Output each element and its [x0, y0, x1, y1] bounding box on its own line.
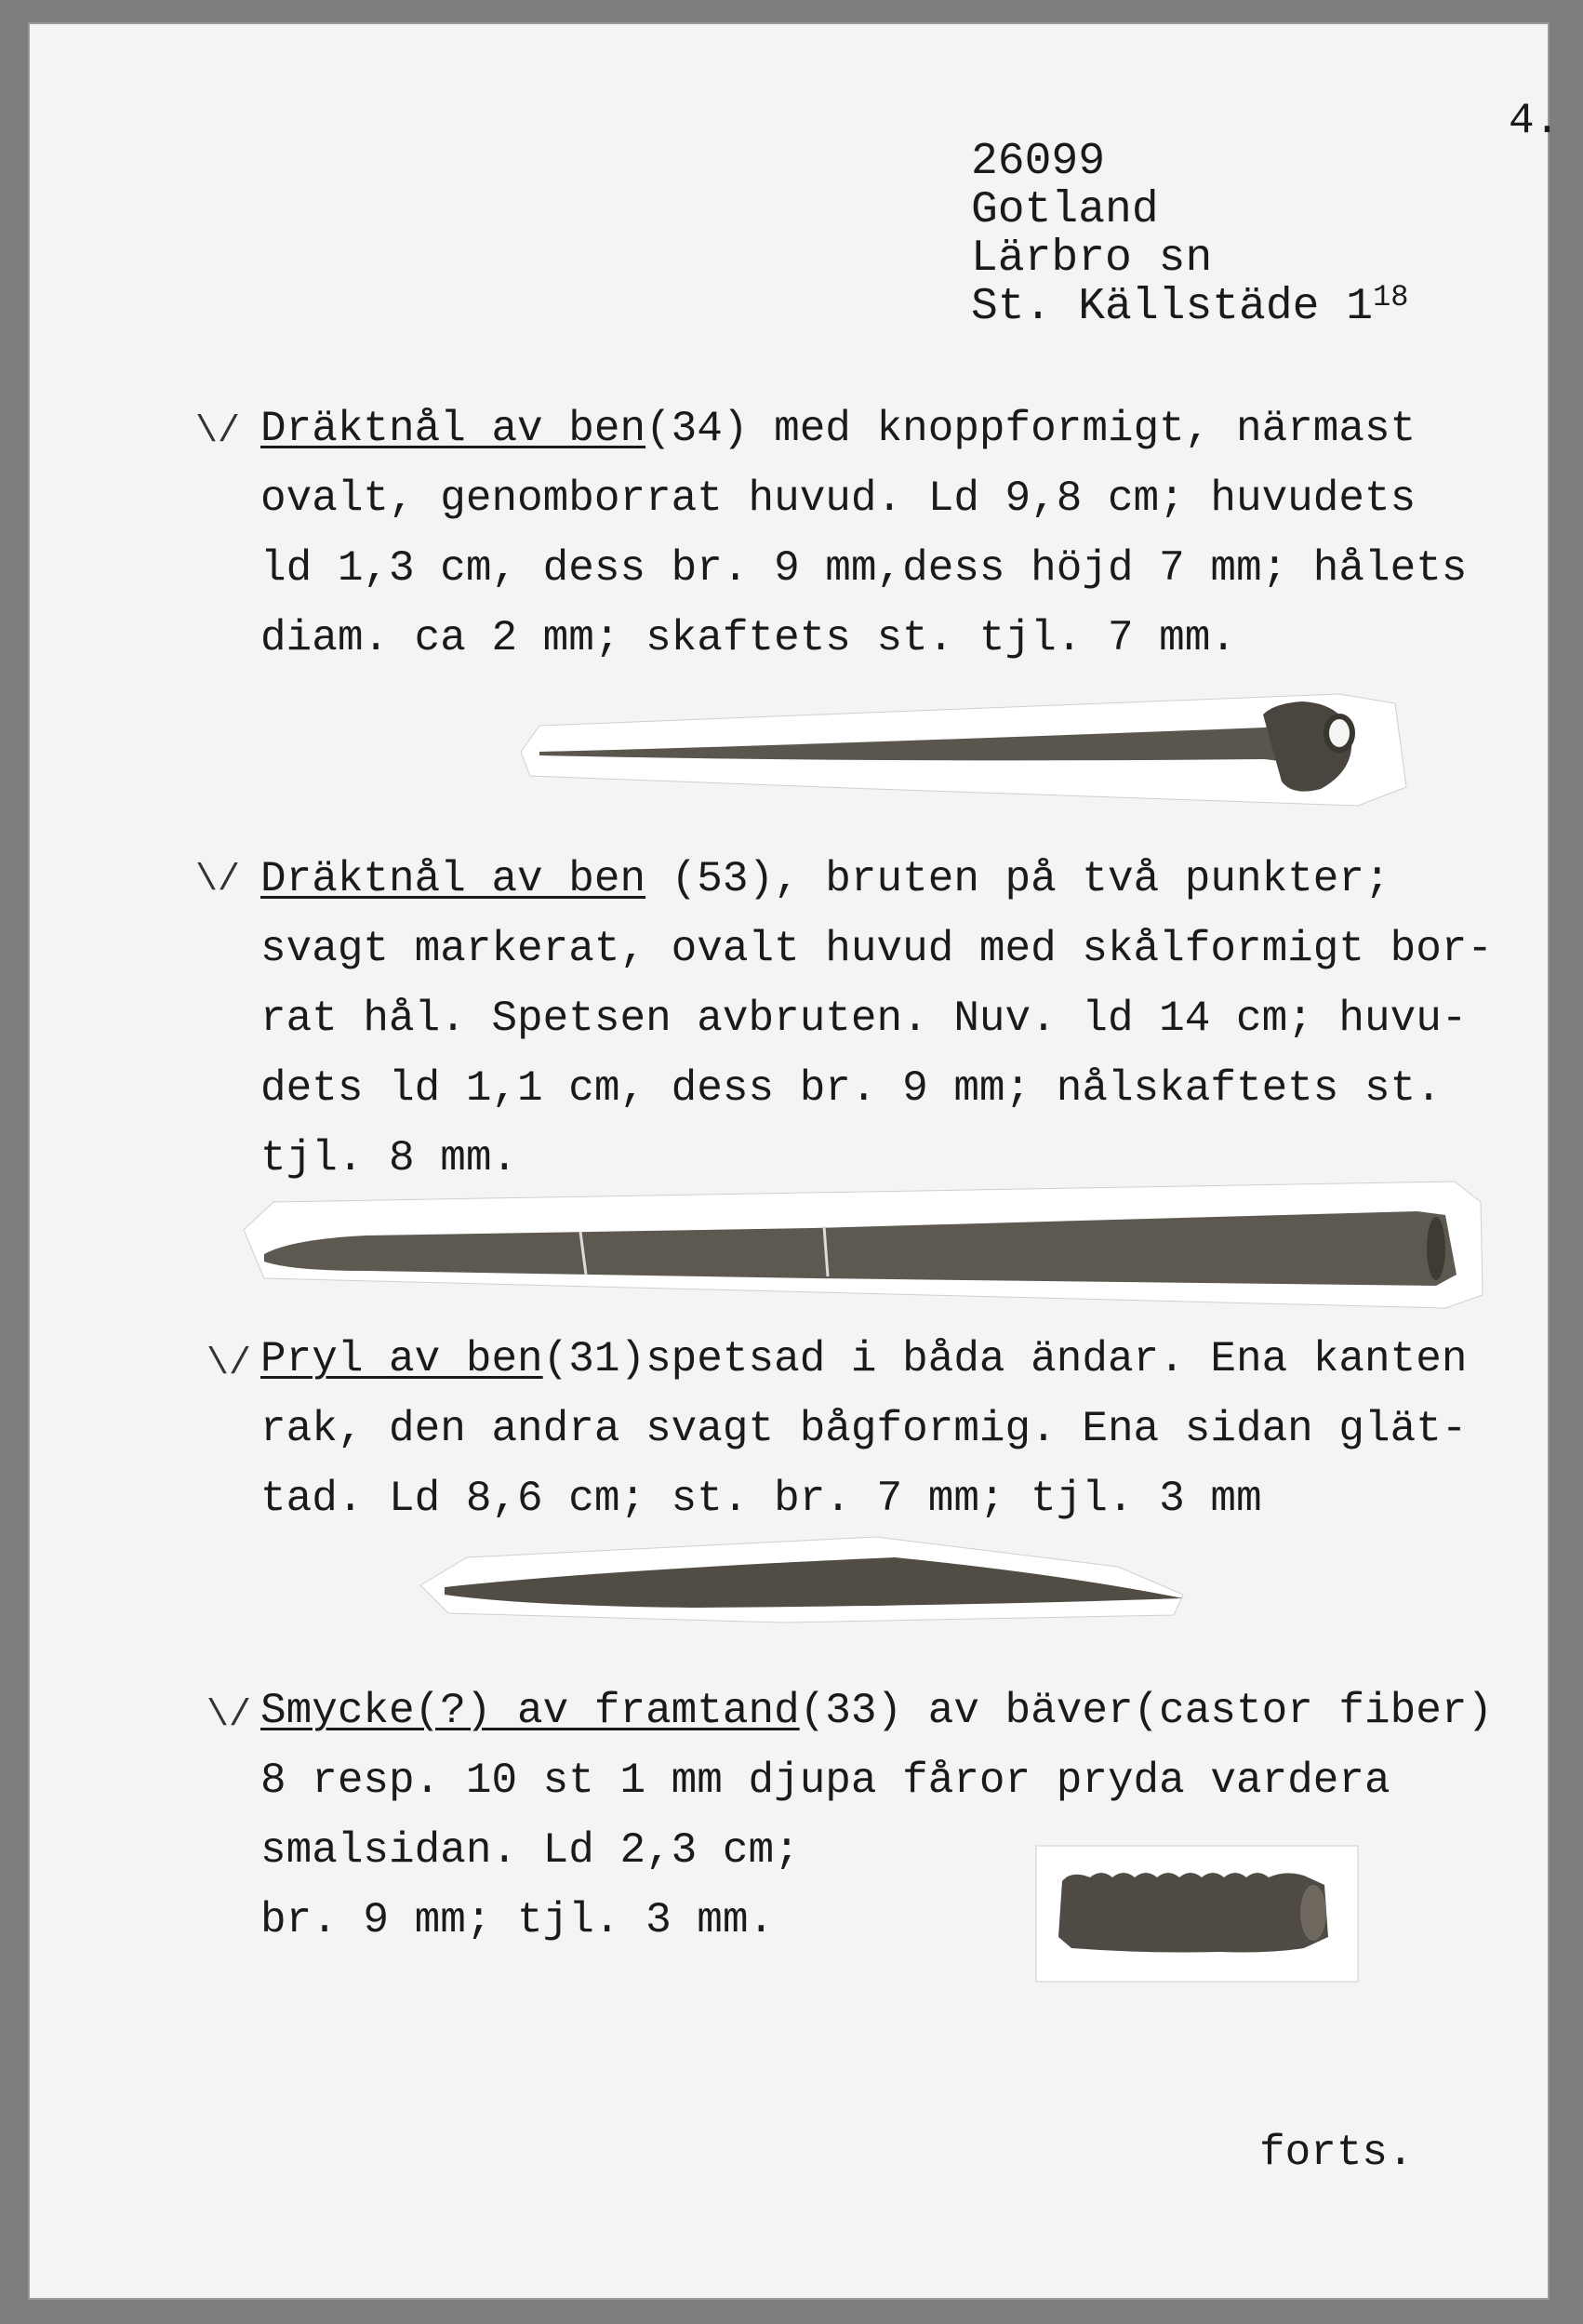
check-mark: \/	[195, 411, 241, 453]
entry-line: tjl. 8 mm.	[260, 1134, 518, 1182]
entry-line: Smycke(?) av framtand(33) av bäver(castor fiber)	[260, 1687, 1494, 1735]
beaver-tooth-photo	[1034, 1844, 1360, 1983]
entry-line: br. 9 mm; tjl. 3 mm.	[260, 1896, 775, 1944]
entry-description	[260, 394, 1581, 674]
page-number: 4.	[1509, 97, 1561, 145]
entry-line: ld 1,3 cm, dess br. 9 mm,dess höjd 7 mm; hålets	[260, 544, 1468, 593]
entry-line: Dräktnål av ben (53), bruten på två punkter;	[260, 855, 1390, 903]
entry-description	[260, 1676, 1581, 1956]
region: Gotland	[971, 185, 1159, 235]
entry-line: dets ld 1,1 cm, dess br. 9 mm; nålskaftets st.	[260, 1064, 1442, 1113]
entry-line: 8 resp. 10 st 1 mm djupa fåror pryda vardera	[260, 1756, 1390, 1805]
entry-description	[260, 1325, 1581, 1534]
entry-title: Pryl av ben	[260, 1335, 543, 1383]
entry-line: tad. Ld 8,6 cm; st. br. 7 mm; tjl. 3 mm	[260, 1475, 1262, 1523]
entry-line: ovalt, genomborrat huvud. Ld 9,8 cm; huvudets	[260, 474, 1417, 523]
check-mark: \/	[206, 1695, 252, 1737]
entry-description	[260, 845, 1581, 1194]
parish: Lärbro sn	[971, 234, 1213, 284]
broken-bone-pin-photo	[236, 1174, 1492, 1314]
entry-line: rat hål. Spetsen avbruten. Nuv. ld 14 cm; huvu-	[260, 995, 1468, 1043]
entry-line: Dräktnål av ben(34) med knoppformigt, närmast	[260, 405, 1417, 453]
entry-title: Dräktnål av ben	[260, 405, 646, 453]
entry-line: Pryl av ben(31)spetsad i båda ändar. Ena kanten	[260, 1335, 1468, 1383]
check-mark: \/	[206, 1343, 252, 1385]
bone-pin-photo	[502, 666, 1414, 824]
entry-line: rak, den andra svagt bågformig. Ena sidan glät-	[260, 1405, 1468, 1453]
entry-title: Smycke(?) av framtand	[260, 1687, 800, 1735]
entry-line: svagt markerat, ovalt huvud med skålformigt bor-	[260, 925, 1494, 973]
catalog-number: 26099	[971, 137, 1106, 187]
entry-line: smalsidan. Ld 2,3 cm;	[260, 1826, 800, 1875]
site-name: St. Källstäde 1	[971, 282, 1374, 332]
site	[971, 280, 1409, 335]
bone-awl-photo	[411, 1529, 1211, 1632]
catalog-card	[30, 24, 1561, 2298]
continued-note: forts.	[1259, 2129, 1414, 2177]
card-header	[971, 138, 1408, 335]
entry-line: diam. ca 2 mm; skaftets st. tjl. 7 mm.	[260, 614, 1236, 662]
check-mark: \/	[195, 860, 241, 902]
site-superscript: 18	[1373, 280, 1409, 314]
entry-title: Dräktnål av ben	[260, 855, 646, 903]
